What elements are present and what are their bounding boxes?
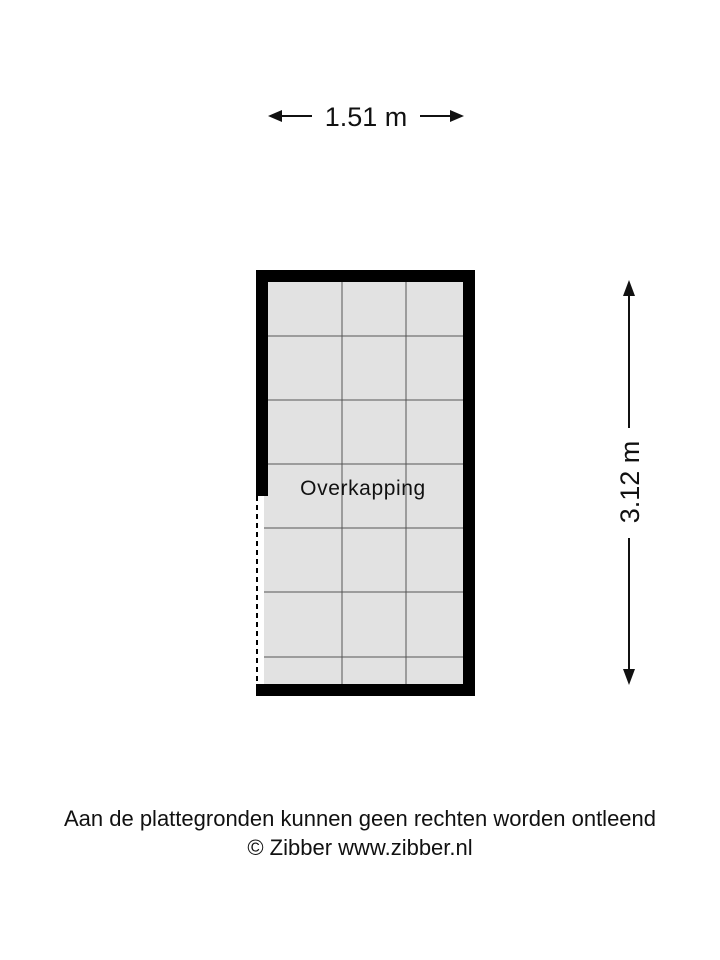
width-arrow-right-head [450, 110, 464, 122]
wall-left [256, 270, 268, 496]
wall-right [463, 270, 475, 696]
height-dimension [615, 280, 645, 685]
footer-disclaimer: Aan de plattegronden kunnen geen rechten worden ontleend [63, 806, 657, 831]
wall-bottom [256, 684, 475, 696]
height-arrow-top-head [623, 280, 635, 296]
width-dimension [268, 102, 464, 132]
width-arrow-left-head [268, 110, 282, 122]
height-arrow-bottom-head [623, 669, 635, 685]
width-dimension-label: 1.51 m [324, 102, 408, 132]
wall-top [256, 270, 475, 282]
footer-copyright: © Zibber www.zibber.nl [247, 835, 473, 860]
room-label: Overkapping [300, 477, 426, 500]
height-dimension-label: 3.12 m [615, 440, 645, 524]
